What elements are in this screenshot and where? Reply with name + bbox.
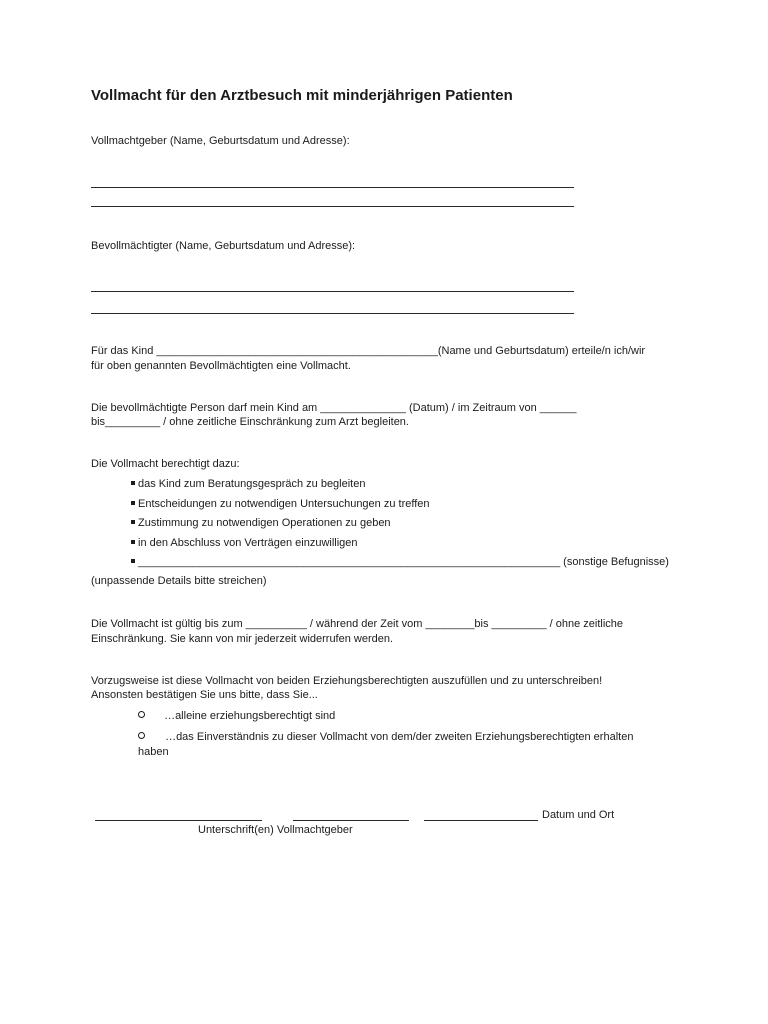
authorization-item (131, 555, 669, 569)
escort-line-2: bis_________ / ohne zeitliche Einschränkung zum Arzt begleiten. (91, 416, 409, 428)
authorization-text: _____________________________________________________________________ (sonstige Befugnisse) (138, 556, 669, 568)
grantor-label: Vollmachtgeber (Name, Geburtsdatum und Adresse): (91, 135, 350, 147)
authorization-item (131, 497, 430, 511)
validity-line-2: Einschränkung. Sie kann von mir jederzeit widerrufen werden. (91, 633, 394, 645)
authorization-item (131, 477, 365, 491)
date-place-label: Datum und Ort (542, 809, 615, 821)
circle-bullet-icon (138, 711, 145, 718)
grantor-fill-line-1 (91, 187, 574, 188)
escort-line-1: Die bevollmächtigte Person darf mein Kind am ______________ (Datum) / im Zeitraum von ______ (91, 402, 577, 414)
option-text: …das Einverständnis zu dieser Vollmacht von dem/der zweiten Erziehungsberechtigten erhalten (165, 731, 634, 743)
bullet-icon (131, 559, 135, 563)
grantee-fill-line-2 (91, 313, 574, 314)
option-item (138, 709, 335, 723)
signature-line-1 (95, 820, 262, 821)
child-line-1: Für das Kind ______________________________________________(Name und Geburtsdatum) erteile/n ich/wir (91, 345, 646, 357)
grantee-fill-line-1 (91, 291, 574, 292)
authorization-item (131, 536, 358, 550)
validity-line-1: Die Vollmacht ist gültig bis zum __________ / während der Zeit vom ________bis _________ / ohne zeitliche (91, 618, 624, 630)
authorization-text: in den Abschluss von Verträgen einzuwilligen (138, 537, 358, 549)
option-continuation: haben (138, 746, 169, 758)
option-text: …alleine erziehungsberechtigt sind (164, 710, 336, 722)
signature-line-2 (293, 820, 409, 821)
option-item (138, 730, 633, 744)
signature-label: Unterschrift(en) Vollmachtgeber (198, 824, 353, 836)
grantee-label: Bevollmächtigter (Name, Geburtsdatum und Adresse): (91, 240, 356, 252)
authorization-text: Zustimmung zu notwendigen Operationen zu geben (138, 517, 391, 529)
circle-bullet-icon (138, 732, 145, 739)
preference-line-1: Vorzugsweise ist diese Vollmacht von beiden Erziehungsberechtigten auszufüllen und zu unterschreiben! (91, 675, 603, 687)
bullet-icon (131, 540, 135, 544)
bullet-icon (131, 481, 135, 485)
grantor-fill-line-2 (91, 206, 574, 207)
bullet-icon (131, 520, 135, 524)
bullet-icon (131, 501, 135, 505)
authorization-text: Entscheidungen zu notwendigen Untersuchungen zu treffen (138, 498, 430, 510)
child-line-2: für oben genannten Bevollmächtigten eine Vollmacht. (91, 360, 351, 372)
document-title: Vollmacht für den Arztbesuch mit minderjährigen Patienten (91, 87, 513, 104)
authorizes-label: Die Vollmacht berechtigt dazu: (91, 458, 240, 470)
preference-line-2: Ansonsten bestätigen Sie uns bitte, dass Sie... (91, 689, 318, 701)
authorization-text: das Kind zum Beratungsgespräch zu begleiten (138, 478, 366, 490)
date-place-line (424, 820, 538, 821)
authorization-item (131, 516, 391, 530)
strike-note: (unpassende Details bitte streichen) (91, 575, 267, 587)
